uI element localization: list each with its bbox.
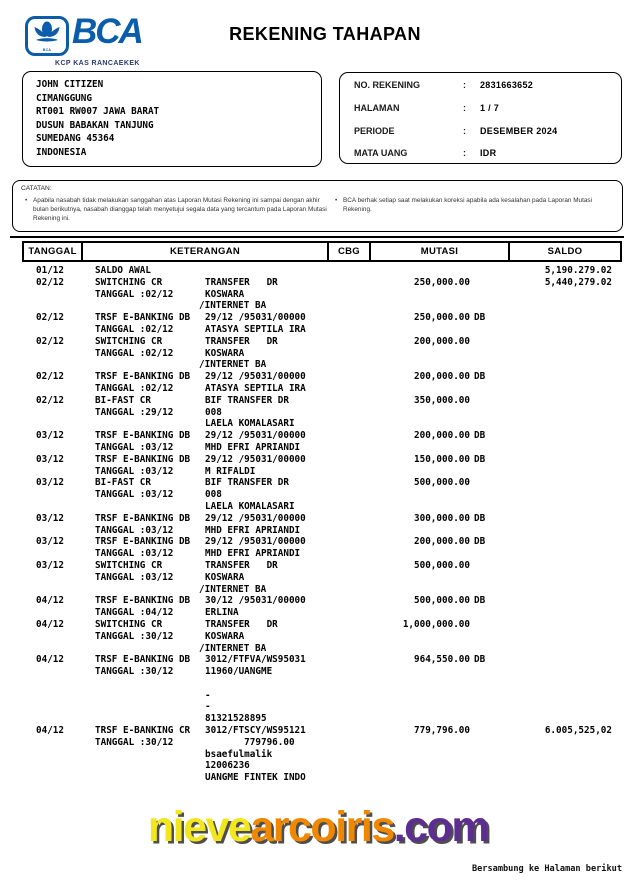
transaction-type: SWITCHING CR <box>95 335 163 347</box>
transaction-detail: LAELA KOMALASARI <box>205 500 295 512</box>
transaction-line <box>0 678 636 690</box>
transaction-detail: 29/12 /95031/00000 <box>205 430 306 442</box>
transaction-line <box>0 466 636 478</box>
transaction-date: 03/12 <box>36 477 64 489</box>
transaction-type: BI-FAST CR <box>95 477 151 489</box>
transaction-mutasi: 200,000.00 <box>414 536 470 548</box>
note-left <box>25 196 329 223</box>
transaction-date: 04/12 <box>36 595 64 607</box>
transaction-date: 02/12 <box>36 312 64 324</box>
transaction-detail: 29/12 /95031/00000 <box>205 512 306 524</box>
transaction-db-flag: DB <box>474 430 486 442</box>
transaction-detail: TRANSFER DR <box>205 618 278 630</box>
transaction-type: SWITCHING CR <box>95 618 163 630</box>
transaction-db-flag: DB <box>474 453 486 465</box>
account-info-colon: : <box>463 102 466 113</box>
transaction-date: 01/12 <box>36 265 64 276</box>
transaction-saldo: 5,440,279.02 <box>544 276 612 288</box>
transaction-line <box>0 277 636 289</box>
transaction-line <box>0 430 636 442</box>
column-header-saldo: SALDO <box>508 243 620 260</box>
transaction-type: TRSF E-BANKING DB <box>95 430 191 442</box>
transaction-detail: MHD EFRI APRIANDI <box>205 548 301 560</box>
transaction-date: 04/12 <box>36 725 64 737</box>
transaction-type: TANGGAL :30/12 <box>95 666 174 678</box>
transaction-date: 02/12 <box>36 394 64 406</box>
transaction-line <box>0 525 636 537</box>
transaction-line <box>0 300 636 312</box>
account-info-box <box>339 72 622 164</box>
transaction-detail: TRANSFER DR <box>205 559 278 571</box>
transaction-detail: /INTERNET BA <box>199 300 267 312</box>
transaction-type: SWITCHING CR <box>95 559 163 571</box>
customer-address-box <box>22 71 322 167</box>
transaction-line <box>0 572 636 584</box>
transaction-mutasi: 300,000.00 <box>414 512 470 524</box>
transaction-detail: BIF TRANSFER DR <box>205 394 289 406</box>
page-title: REKENING TAHAPAN <box>229 24 421 44</box>
transaction-mutasi: 1,000,000.00 <box>402 618 470 630</box>
transaction-type: TRSF E-BANKING DB <box>95 312 191 324</box>
note-right <box>335 196 621 214</box>
transaction-detail: 3012/FTFVA/WS95031 <box>205 654 306 666</box>
watermark-part2: arcoiris <box>250 803 394 851</box>
account-info-row <box>340 123 621 142</box>
transaction-detail: /INTERNET BA <box>199 642 267 654</box>
transaction-type: BI-FAST CR <box>95 394 151 406</box>
transaction-detail: ATASYA SEPTILA IRA <box>205 323 306 335</box>
account-info-value: 2831663652 <box>480 80 534 90</box>
transaction-detail: /INTERNET BA <box>199 359 267 371</box>
transaction-detail: - <box>205 689 211 701</box>
transaction-date: 02/12 <box>36 371 64 383</box>
transaction-detail: UANGME FINTEK INDO <box>205 772 306 784</box>
transaction-detail: KOSWARA <box>205 571 245 583</box>
transaction-db-flag: DB <box>474 512 486 524</box>
transaction-date: 03/12 <box>36 559 64 571</box>
transaction-mutasi: 964,550.00 <box>414 654 470 666</box>
transaction-type: TANGGAL :30/12 <box>95 630 174 642</box>
branch-name: KCP KAS RANCAEKEK <box>55 60 140 67</box>
transaction-saldo: 5,190.279.02 <box>544 265 612 276</box>
transaction-detail: 29/12 /95031/00000 <box>205 371 306 383</box>
transaction-date: 03/12 <box>36 453 64 465</box>
transaction-line <box>0 607 636 619</box>
account-info-row <box>340 100 621 119</box>
transaction-type: TRSF E-BANKING DB <box>95 453 191 465</box>
transaction-line <box>0 312 636 324</box>
transaction-line <box>0 713 636 725</box>
transaction-line <box>0 442 636 454</box>
transaction-detail: 29/12 /95031/00000 <box>205 536 306 548</box>
transaction-type: TANGGAL :03/12 <box>95 571 174 583</box>
transaction-detail: /INTERNET BA <box>199 583 267 595</box>
transaction-type: TRSF E-BANKING DB <box>95 512 191 524</box>
column-header-keterangan: KETERANGAN <box>81 243 327 260</box>
transaction-detail: 12006236 <box>205 760 250 772</box>
column-header-tanggal: TANGGAL <box>28 246 77 257</box>
transaction-mutasi: 779,796.00 <box>414 725 470 737</box>
watermark <box>0 803 636 852</box>
transaction-line <box>0 760 636 772</box>
transaction-mutasi: 500,000.00 <box>414 559 470 571</box>
transaction-type: TANGGAL :04/12 <box>95 607 174 619</box>
address-line: INDONESIA <box>36 146 87 158</box>
note-right-text: BCA berhak setiap saat melakukan koreksi apabila ada kesalahan pada Laporan Mutasi Rekening. <box>343 197 593 213</box>
notes-box <box>12 180 623 232</box>
transaction-detail: ATASYA SEPTILA IRA <box>205 382 306 394</box>
transaction-detail: TRANSFER DR <box>205 276 278 288</box>
transaction-db-flag: DB <box>474 371 486 383</box>
transaction-detail: KOSWARA <box>205 630 245 642</box>
transaction-line <box>0 725 636 737</box>
transaction-line <box>0 336 636 348</box>
transaction-detail: bsaefulmalik <box>205 748 273 760</box>
transaction-db-flag: DB <box>474 595 486 607</box>
transaction-type: SALDO AWAL <box>95 265 151 276</box>
transaction-date: 02/12 <box>36 335 64 347</box>
transaction-line <box>0 584 636 596</box>
transaction-date: 03/12 <box>36 536 64 548</box>
transaction-detail: KOSWARA <box>205 288 245 300</box>
transaction-line <box>0 501 636 513</box>
transaction-line <box>0 631 636 643</box>
transaction-detail: - <box>205 701 211 713</box>
transaction-line <box>0 560 636 572</box>
transaction-db-flag: DB <box>474 312 486 324</box>
transaction-date: 03/12 <box>36 512 64 524</box>
bca-wordmark: BCA <box>72 12 142 51</box>
transaction-db-flag: DB <box>474 536 486 548</box>
transaction-line <box>0 548 636 560</box>
transaction-detail: M RIFALDI <box>205 465 256 477</box>
transaction-detail: 30/12 /95031/00000 <box>205 595 306 607</box>
transaction-date: 04/12 <box>36 618 64 630</box>
transaction-detail: 11960/UANGME <box>205 666 273 678</box>
bullet-icon: • <box>25 197 28 204</box>
transaction-line <box>0 654 636 666</box>
address-line: RT001 RW007 JAWA BARAT <box>36 106 160 118</box>
transaction-detail: 008 <box>205 489 222 501</box>
bca-logo-micro-text: BCA <box>42 48 52 52</box>
transaction-detail: 008 <box>205 406 222 418</box>
transaction-line <box>0 701 636 713</box>
account-info-row <box>340 77 621 96</box>
transaction-type: TRSF E-BANKING DB <box>95 371 191 383</box>
transaction-line <box>0 418 636 430</box>
transaction-line <box>0 477 636 489</box>
watermark-part1: nieve <box>147 803 251 851</box>
transaction-line <box>0 395 636 407</box>
transaction-mutasi: 250,000.00 <box>414 276 470 288</box>
transaction-line <box>0 265 636 277</box>
address-line: SUMEDANG 45364 <box>36 133 115 145</box>
transaction-type: TANGGAL :03/12 <box>95 465 174 477</box>
transaction-type: TANGGAL :03/12 <box>95 441 174 453</box>
transaction-type: TANGGAL :02/12 <box>95 323 174 335</box>
account-info-label: PERIODE <box>354 125 395 136</box>
address-line: DUSUN BABAKAN TANJUNG <box>36 119 154 131</box>
transaction-type: TANGGAL :02/12 <box>95 347 174 359</box>
transaction-detail: 29/12 /95031/00000 <box>205 312 306 324</box>
transaction-mutasi: 350,000.00 <box>414 394 470 406</box>
transaction-line <box>0 690 636 702</box>
continuation-note: Bersambung ke Halaman berikut <box>471 864 622 874</box>
account-info-label: HALAMAN <box>354 102 400 113</box>
account-info-row <box>340 145 621 164</box>
transaction-line <box>0 595 636 607</box>
transaction-type: TRSF E-BANKING DB <box>95 654 191 666</box>
transaction-type: TANGGAL :02/12 <box>95 288 174 300</box>
account-info-colon: : <box>463 125 466 136</box>
note-left-text: Apabila nasabah tidak melakukan sanggahan atas Laporan Mutasi Rekening ini sampai dengan akhir bulan berikutnya, nasabah dianggap telah menyetujui segala data yang tercantum pada Laporan Mutasi Rekening ini. <box>33 197 327 222</box>
transaction-detail: 81321528895 <box>205 713 267 725</box>
bca-flower-icon <box>32 21 62 45</box>
transaction-line <box>0 359 636 371</box>
transaction-line <box>0 383 636 395</box>
account-info-colon: : <box>463 80 466 90</box>
transaction-type: TANGGAL :03/12 <box>95 489 174 501</box>
transactions <box>0 265 636 784</box>
address-line: CIMANGGUNG <box>36 92 92 104</box>
transaction-line <box>0 749 636 761</box>
bca-logo-icon <box>25 16 69 56</box>
transaction-line <box>0 772 636 784</box>
transaction-type: TANGGAL :29/12 <box>95 406 174 418</box>
watermark-part3: .com <box>393 803 489 851</box>
transaction-detail: KOSWARA <box>205 347 245 359</box>
transaction-line <box>0 454 636 466</box>
column-header-cbg: CBG <box>327 243 369 260</box>
transaction-db-flag: DB <box>474 654 486 666</box>
transaction-type: TRSF E-BANKING CR <box>95 725 191 737</box>
transaction-saldo: 6.005,525,02 <box>544 725 612 737</box>
transaction-line <box>0 489 636 501</box>
transaction-detail: ERLINA <box>205 607 239 619</box>
transaction-line <box>0 371 636 383</box>
bullet-icon: • <box>335 197 338 204</box>
account-info-label: NO. REKENING <box>354 80 421 90</box>
transaction-date: 04/12 <box>36 654 64 666</box>
transaction-line <box>0 536 636 548</box>
transaction-line <box>0 324 636 336</box>
transaction-line <box>0 407 636 419</box>
table-header <box>22 241 622 262</box>
transaction-type: TRSF E-BANKING DB <box>95 536 191 548</box>
transaction-mutasi: 500,000.00 <box>414 595 470 607</box>
account-info-value: IDR <box>480 148 497 159</box>
transaction-detail: 29/12 /95031/00000 <box>205 453 306 465</box>
account-info-value: 1 / 7 <box>480 102 500 113</box>
transaction-line <box>0 666 636 678</box>
transaction-type: TANGGAL :03/12 <box>95 524 174 536</box>
transaction-type: TRSF E-BANKING DB <box>95 595 191 607</box>
transaction-line <box>0 289 636 301</box>
transaction-detail: MHD EFRI APRIANDI <box>205 524 301 536</box>
transaction-mutasi: 500,000.00 <box>414 477 470 489</box>
transaction-line <box>0 643 636 655</box>
transaction-mutasi: 200,000.00 <box>414 430 470 442</box>
transaction-detail: TRANSFER DR <box>205 335 278 347</box>
transaction-type: SWITCHING CR <box>95 276 163 288</box>
transaction-line <box>0 513 636 525</box>
account-info-label: MATA UANG <box>354 148 408 159</box>
account-info-colon: : <box>463 148 466 159</box>
transaction-detail: 779796.00 <box>205 736 295 748</box>
transaction-date: 02/12 <box>36 276 64 288</box>
horizontal-rule <box>10 236 624 238</box>
transaction-detail: MHD EFRI APRIANDI <box>205 441 301 453</box>
transaction-line <box>0 348 636 360</box>
transaction-detail: BIF TRANSFER DR <box>205 477 289 489</box>
transaction-type: TANGGAL :03/12 <box>95 548 174 560</box>
transaction-type: TANGGAL :30/12 <box>95 736 174 748</box>
transaction-detail: 3012/FTSCY/WS95121 <box>205 725 306 737</box>
account-info-value: DESEMBER 2024 <box>480 125 558 136</box>
transaction-mutasi: 200,000.00 <box>414 371 470 383</box>
transaction-line <box>0 619 636 631</box>
transaction-mutasi: 200,000.00 <box>414 335 470 347</box>
transaction-line <box>0 737 636 749</box>
transaction-mutasi: 250,000.00 <box>414 312 470 324</box>
transaction-type: TANGGAL :02/12 <box>95 382 174 394</box>
transaction-mutasi: 150,000.00 <box>414 453 470 465</box>
transaction-date: 03/12 <box>36 430 64 442</box>
transaction-detail: LAELA KOMALASARI <box>205 418 295 430</box>
notes-title: CATATAN: <box>21 185 52 192</box>
address-line: JOHN CITIZEN <box>36 79 104 90</box>
column-header-mutasi: MUTASI <box>369 243 508 260</box>
